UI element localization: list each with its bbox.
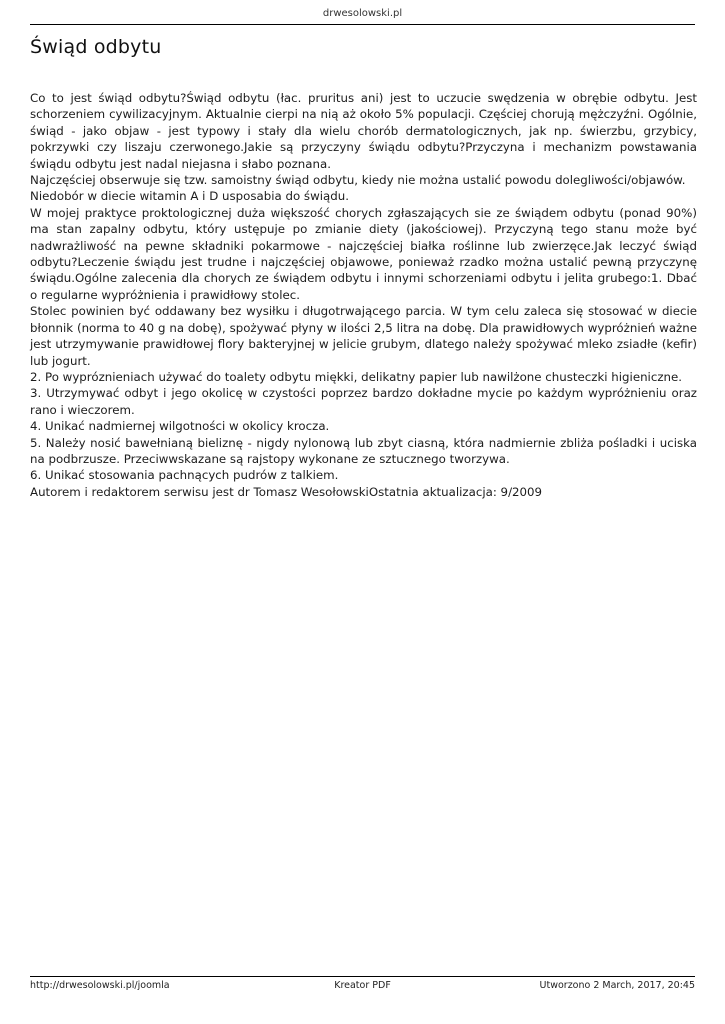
article-paragraph: 2. Po wypróznieniach używać do toalety odbytu miękki, delikatny papier lub nawilżone chusteczki higieniczne. (30, 369, 682, 384)
footer-generator-label: Kreator PDF (334, 980, 391, 991)
page-title: Świąd odbytu (30, 36, 162, 58)
site-name: drwesolowski.pl (322, 8, 403, 19)
article-paragraph: Autorem i redaktorem serwisu jest dr Tomasz WesołowskiOstatnia aktualizacja: 9/2009 (30, 484, 543, 499)
article-paragraph: Najczęściej obserwuje się tzw. samoistny świąd odbytu, kiedy nie można ustalić powodu dolegliwości/objawów. (30, 173, 686, 188)
article-paragraph: W mojej praktyce proktologicznej duża większość chorych zgłaszających sie ze świądem odbytu (ponad 90%) ma stan zapalny odbytu, który ustępuje po zmianie diety (jakościowej). Przyczyną tego stanu może być nadwrażliwość na pewne składniki pokarmowe - najczęściej białka roślinne lub zwierzęce.Jak leczyć świąd odbytu?Leczenie świądu jest trudne i najczęściej objawowe, ponieważ rzadko można ustalić pewną przyczynę świądu.Ogólne zalecenia dla chorych ze świądem odbytu i innymi schorzeniami odbytu i jelita grubego:1. Dbać o regularne wypróżnienia i prawidłowy stolec. (30, 205, 697, 302)
article-body (30, 90, 697, 500)
footer-created-timestamp: Utworzono 2 March, 2017, 20:45 (539, 980, 696, 991)
article-paragraph: 3. Utrzymywać odbyt i jego okolicę w czystości poprzez bardzo dokładne mycie po każdym wypróżnieniu oraz rano i wieczorem. (30, 386, 697, 417)
article-paragraph: 6. Unikać stosowania pachnących pudrów z talkiem. (30, 468, 339, 483)
page-header (30, 8, 695, 25)
article-paragraph: Stolec powinien być oddawany bez wysiłku i długotrwającego parcia. W tym celu zaleca się stosować w diecie błonnik (norma to 40 g na dobę), spożywać płyny w ilości 2,5 litra na dobę. Dla prawidłowych wypróżnień ważne jest utrzymywanie prawidłowej flory bakteryjnej w jelicie grubym, dlatego należy spożywać mleko zsiadłe (kefir) lub jogurt. (30, 304, 697, 368)
article-paragraph: Niedobór w diecie witamin A i D usposabia do świądu. (30, 189, 349, 204)
article-paragraph: 5. Należy nosić bawełnianą bieliznę - nigdy nylonową lub zbyt ciasną, która nadmiernie zbliża pośladki i uciska na podbrzusze. Przeciwwskazane są rajstopy wykonane ze sztucznego tworzywa. (30, 435, 697, 466)
page-footer (30, 976, 695, 991)
footer-source-url: http://drwesolowski.pl/joomla (30, 980, 170, 991)
article-paragraph: 4. Unikać nadmiernej wilgotności w okolicy krocza. (30, 419, 330, 434)
article-paragraph: Co to jest świąd odbytu?Świąd odbytu (łac. pruritus ani) jest to uczucie swędzenia w obrębie odbytu. Jest schorzeniem cywilizacyjnym. Aktualnie cierpi na nią aż około 5% populacji. Częściej chorują mężczyźni. Ogólnie, świąd - jako objaw - jest typowy i stały dla wielu chorób dermatologicznych, jak np. świerzbu, grzybicy, pokrzywki czy liszaju czerwonego.Jakie są przyczyny świądu odbytu?Przyczyna i mechanizm powstawania świądu odbytu jest nadal niejasna i słabo poznana. (30, 91, 697, 171)
